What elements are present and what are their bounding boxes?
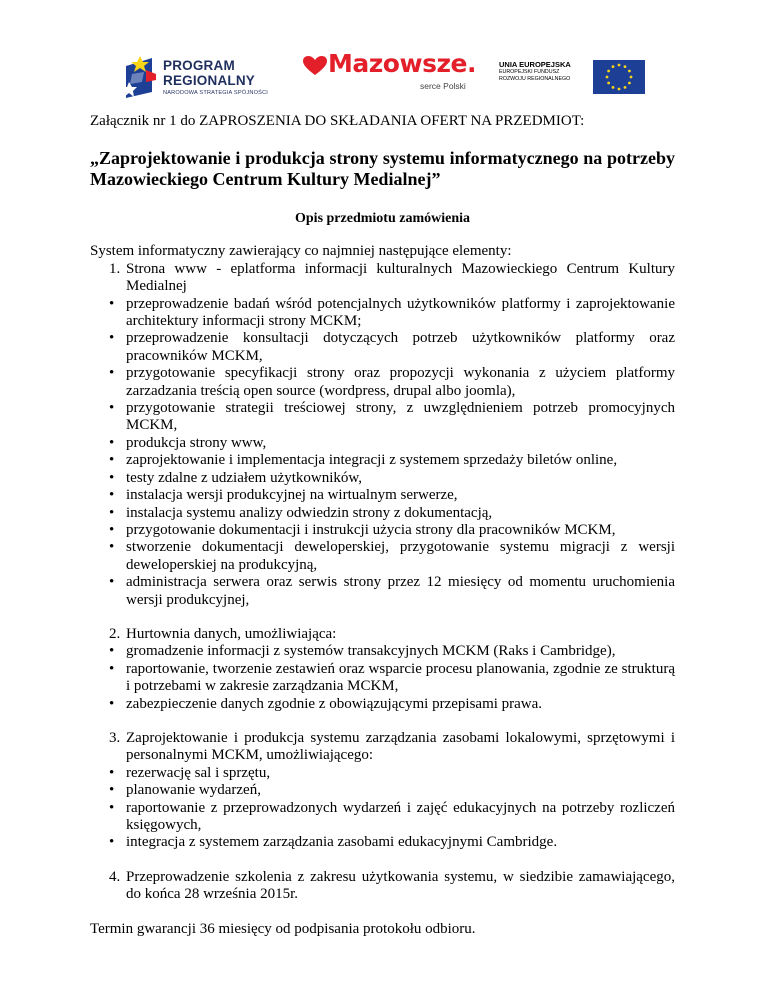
attachment-line: Załącznik nr 1 do ZAPROSZENIA DO SKŁADANIA OFERT NA PRZEDMIOT:	[90, 113, 585, 129]
list-item: • administracja serwera oraz serwis strony przez 12 miesięcy od momentu uruchomienia wersji produkcyjnej,	[90, 574, 675, 609]
section-4-heading	[90, 869, 675, 904]
eu-line-2: EUROPEJSKI FUNDUSZ	[499, 69, 560, 75]
list-item: • raportowanie z przeprowadzonych wydarzeń i zajęć edukacyjnych na potrzeby rozliczeń księgowych,	[90, 800, 675, 835]
list-item: • instalacja systemu analizy odwiedzin strony z dokumentacją,	[90, 505, 675, 522]
list-item: • planowanie wydarzeń,	[90, 782, 675, 799]
list-item: • produkcja strony www,	[90, 435, 675, 452]
document-subtitle: Opis przedmiotu zamówienia	[295, 211, 470, 227]
eu-logo	[499, 60, 647, 96]
mazowsze-wordmark: Mazowsze.	[328, 49, 476, 78]
section-number: 3.	[109, 729, 121, 746]
section-heading-text: Zaprojektowanie i produkcja systemu zarządzania zasobami lokalowymi, sprzętowymi i personalnymi MCKM, umożliwiającego:	[126, 729, 675, 764]
program-regionalny-logo	[122, 52, 307, 100]
list-item: • przygotowanie strategii treściowej strony, z uwzględnieniem potrzeb promocyjnych MCKM,	[90, 400, 675, 435]
list-item: • gromadzenie informacji z systemów transakcyjnych MCKM (Raks i Cambridge),	[90, 643, 675, 660]
section-heading-text: Hurtownia danych, umożliwiająca:	[126, 625, 337, 642]
section-heading-text: Przeprowadzenie szkolenia z zakresu użytkowania systemu, w siedzibie zamawiającego, do końca 28 września 2015r.	[126, 868, 675, 903]
warranty-line: Termin gwarancji 36 miesięcy od podpisania protokołu odbioru.	[90, 920, 476, 937]
section-1-heading	[90, 261, 675, 296]
document-title: „Zaprojektowanie i produkcja strony systemu informatycznego na potrzeby Mazowieckiego Centrum Kultury Medialnej”	[90, 148, 675, 190]
section-number: 4.	[109, 868, 121, 885]
section-number: 1.	[109, 260, 121, 277]
heart-icon	[303, 56, 327, 76]
list-item: • testy zdalne z udziałem użytkowników,	[90, 470, 675, 487]
section-2-heading	[90, 626, 675, 643]
program-line-3: NARODOWA STRATEGIA SPÓJNOŚCI	[163, 90, 269, 96]
mazowsze-logo	[303, 50, 475, 100]
program-regionalny-emblem-icon	[122, 52, 162, 100]
eu-line-1: UNIA EUROPEJSKA	[499, 60, 571, 69]
section-2-list	[90, 643, 675, 713]
list-item: • przeprowadzenie konsultacji dotyczących potrzeb użytkowników platformy oraz pracowników MCKM,	[90, 330, 675, 365]
list-item: • zabezpieczenie danych zgodnie z obowiązującymi przepisami prawa.	[90, 696, 675, 713]
list-item: • przygotowanie specyfikacji strony oraz propozycji wykonania z użyciem platformy zarzadzania treścią open source (wordpress, drupal albo joomla),	[90, 365, 675, 400]
section-number: 2.	[109, 625, 121, 642]
list-item: • raportowanie, tworzenie zestawień oraz wsparcie procesu planowania, zgodnie ze strukturą i potrzebami w zakresie zarządzania MCKM,	[90, 661, 675, 696]
eu-line-3: ROZWOJU REGIONALNEGO	[499, 75, 571, 82]
logo-band	[0, 50, 768, 100]
list-item: • integracja z systemem zarządzania zasobami edukacyjnymi Cambridge.	[90, 834, 675, 851]
document-body	[90, 113, 675, 938]
section-3-heading	[90, 730, 675, 765]
mazowsze-tagline: serce Polski	[420, 81, 466, 91]
section-1-list	[90, 296, 675, 609]
section-heading-text: Strona www - eplatforma informacji kulturalnych Mazowieckiego Centrum Kultury Medialnej	[126, 260, 675, 295]
section-3-list	[90, 765, 675, 852]
eu-flag-icon	[593, 60, 645, 94]
intro-line: System informatyczny zawierający co najmniej następujące elementy:	[90, 243, 512, 260]
list-item: • rezerwację sal i sprzętu,	[90, 765, 675, 782]
list-item: • przygotowanie dokumentacji i instrukcji użycia strony dla pracowników MCKM,	[90, 522, 675, 539]
program-line-1: PROGRAM	[163, 58, 235, 73]
list-item: • zaprojektowanie i implementacja integracji z systemem sprzedaży biletów online,	[90, 452, 675, 469]
list-item: • instalacja wersji produkcyjnej na wirtualnym serwerze,	[90, 487, 675, 504]
program-line-2: REGIONALNY	[163, 73, 256, 88]
list-item: • stworzenie dokumentacji deweloperskiej, przygotowanie systemu migracji z wersji deweloperskiej na produkcyjną,	[90, 539, 675, 574]
list-item: • przeprowadzenie badań wśród potencjalnych użytkowników platformy i zaprojektowanie architektury informacji strony MCKM;	[90, 296, 675, 331]
